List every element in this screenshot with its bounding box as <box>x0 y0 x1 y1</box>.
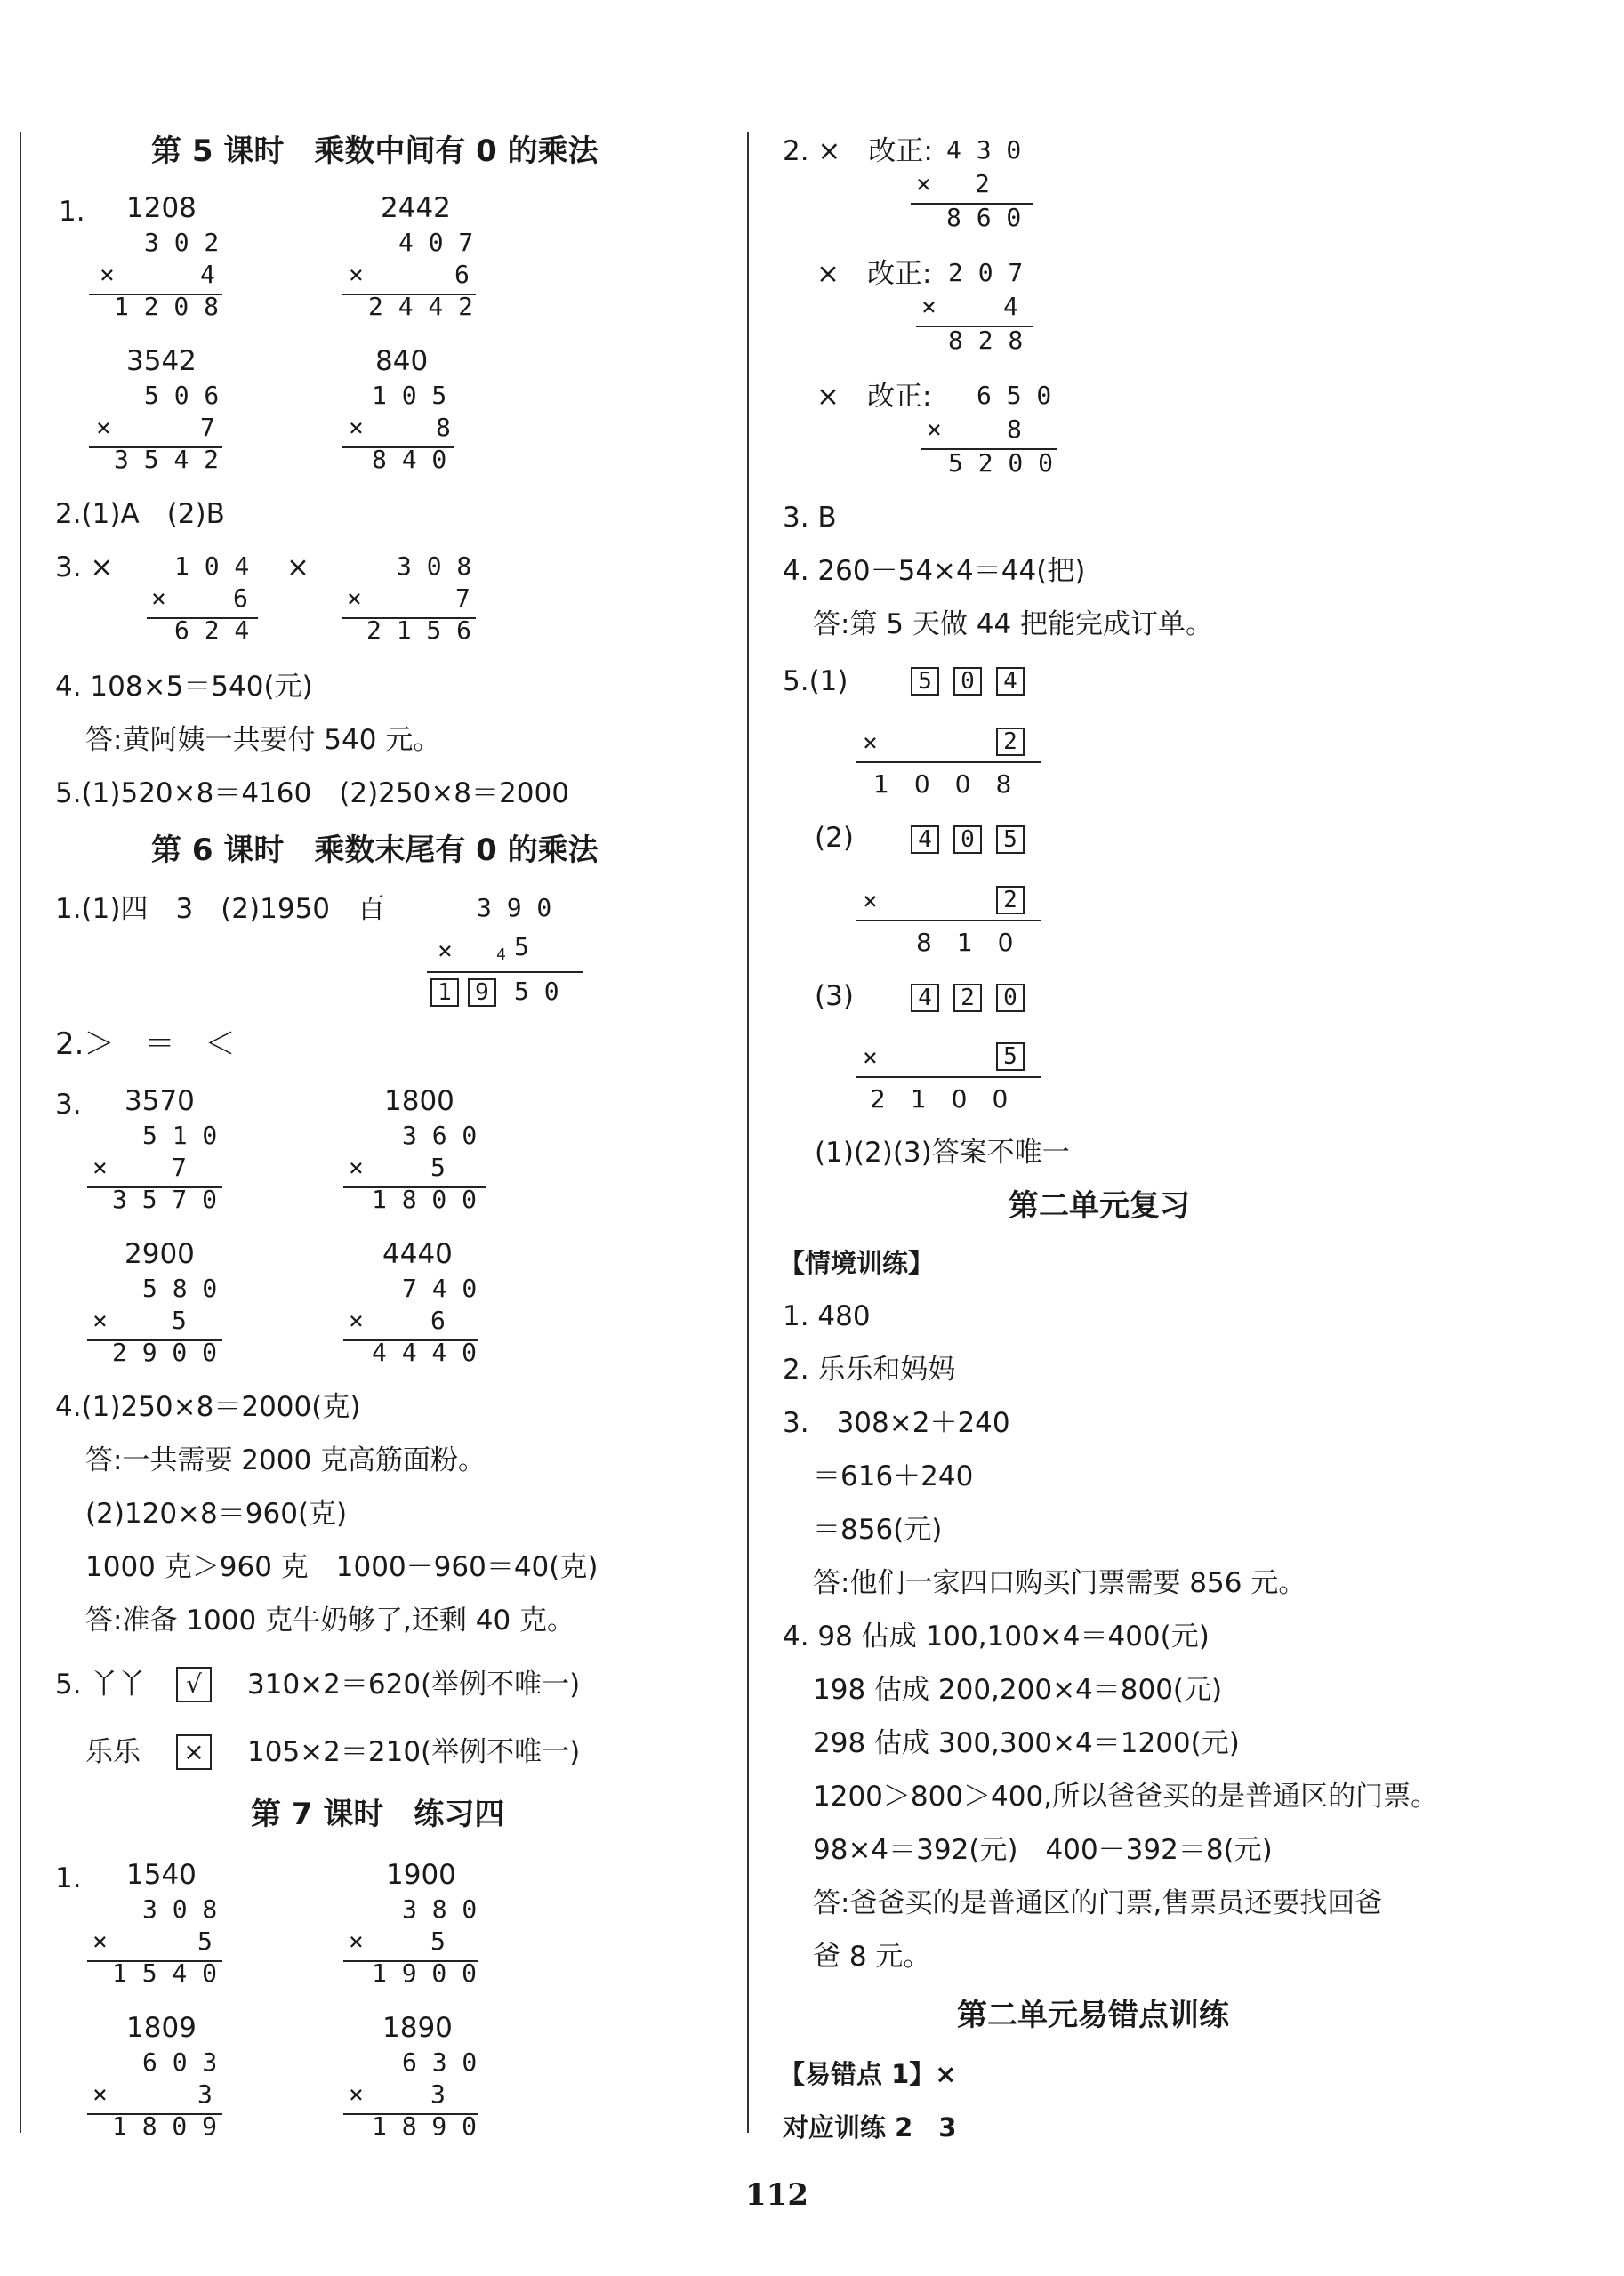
calc-top: 2 0 7 <box>948 258 1024 287</box>
calc-times: × <box>347 583 362 613</box>
r-q5-3-label: (3) <box>815 980 854 1012</box>
r-q5-2-label: (2) <box>815 822 854 854</box>
calc-product: 1 9 0 0 <box>372 1958 478 1988</box>
l6-q4-line2: 答:一共需要 2000 克高筋面粉。 <box>85 1444 486 1476</box>
digit-box: 2 <box>996 886 1025 914</box>
r-q5-1-label: 5.(1) <box>783 665 848 697</box>
calc-multiplier: 8 <box>436 413 451 442</box>
calc-product: 3 5 7 0 <box>112 1185 218 1214</box>
lesson-5-title: 第 5 课时 乘数中间有 0 的乘法 <box>151 133 599 169</box>
digit-box: 2 <box>996 728 1025 756</box>
q1-label: 1. <box>59 196 85 228</box>
r-q2-2-label: × 改正: <box>816 258 932 290</box>
calc-multiplier: 8 <box>1007 414 1022 444</box>
calc-top: 5 1 0 <box>142 1121 218 1150</box>
matching-training: 对应训练 2 3 <box>783 2112 957 2143</box>
calc-rule <box>856 1076 1041 1078</box>
calc-multiplier: 2 <box>975 169 990 198</box>
cross-mark-box: × <box>176 1734 212 1770</box>
l6-q3-label: 3. <box>55 1089 82 1121</box>
error-training-title: 第二单元易错点训练 <box>957 1998 1229 2033</box>
calc-times: × <box>92 1306 108 1335</box>
calc-top: 3 6 0 <box>402 1121 478 1150</box>
calc-top: 6 5 0 <box>977 381 1052 410</box>
calc-rule <box>856 920 1041 921</box>
l5-q5: 5.(1)520×8＝4160 (2)250×8＝2000 <box>55 777 569 809</box>
calc-multiplier: 3 <box>430 2079 446 2109</box>
review-q3-line3: ＝856(元) <box>813 1514 943 1546</box>
calc-product: 6 2 4 <box>174 615 250 645</box>
calc-times: × <box>927 414 942 444</box>
calc-times: × <box>92 1926 108 1956</box>
l5-q3-mark: × <box>286 551 310 583</box>
calc-product: 1 8 0 0 <box>372 1185 478 1214</box>
calc-result: 1540 <box>126 1859 197 1891</box>
calc-times: × <box>100 260 115 289</box>
calc-product: 1 0 0 8 <box>873 769 1012 799</box>
l5-q4: 4. 108×5＝540(元) <box>55 671 313 703</box>
left-margin-line <box>20 132 21 2133</box>
digit-box: 0 <box>953 667 982 696</box>
calc-top: 3 0 2 <box>144 228 220 257</box>
calc-multiplier: 4 <box>200 260 215 289</box>
calc-result: 1900 <box>386 1859 456 1891</box>
calc-result: 2900 <box>125 1238 195 1270</box>
calc-top: 7 4 0 <box>402 1274 478 1303</box>
calc-multiplier: 6 <box>454 260 470 289</box>
calc-times: × <box>349 1306 364 1335</box>
column-divider <box>747 132 749 2133</box>
calc-result: 840 <box>375 345 429 377</box>
l5-q3-label: 3. × <box>55 551 114 583</box>
calc-times: × <box>863 886 878 915</box>
calc-times: × <box>916 169 931 198</box>
calc-result: 2442 <box>381 192 451 224</box>
digit-box: 5 <box>996 825 1025 854</box>
review-q4-line1: 4. 98 估成 100,100×4＝400(元) <box>783 1621 1210 1653</box>
l5-q2: 2.(1)A (2)B <box>55 498 225 530</box>
calc-multiplier: 4 <box>1003 292 1018 321</box>
unit-review-title: 第二单元复习 <box>1009 1188 1190 1224</box>
error-point-1: 【易错点 1】× <box>779 2059 957 2089</box>
l6-q4-line1: 4.(1)250×8＝2000(克) <box>55 1391 361 1423</box>
calc-multiplier: 5 <box>197 1926 213 1956</box>
calc-rule <box>856 761 1041 763</box>
calc-times: × <box>349 1926 364 1956</box>
calc-top: 4 3 0 <box>946 135 1022 165</box>
l6-q5-yaya: 5. 丫丫 <box>55 1669 146 1701</box>
calc-times: × <box>92 2079 108 2109</box>
calc-multiplier: 5 <box>514 932 529 961</box>
digit-box: 5 <box>996 1042 1025 1071</box>
digit-box: 4 <box>911 984 939 1012</box>
l6-q4-line5: 答:准备 1000 克牛奶够了,还剩 40 克。 <box>85 1604 575 1637</box>
calc-times: × <box>349 413 364 442</box>
r-q4-answer: 答:第 5 天做 44 把能完成订单。 <box>813 608 1214 640</box>
calc-top: 5 8 0 <box>142 1274 218 1303</box>
calc-product: 2 1 5 6 <box>366 615 472 645</box>
calc-multiplier: 5 <box>430 1926 446 1956</box>
calc-multiplier: 7 <box>200 413 215 442</box>
calc-times: × <box>863 728 878 757</box>
calc-times: × <box>349 260 364 289</box>
calc-product: 8 4 0 <box>372 445 447 474</box>
calc-times: × <box>349 1153 364 1182</box>
calc-product: 1 8 9 0 <box>372 2111 478 2141</box>
calc-result: 1809 <box>126 2012 197 2044</box>
calc-product: 1 5 4 0 <box>112 1958 218 1988</box>
calc-top: 3 0 8 <box>142 1894 218 1924</box>
calc-result: 1800 <box>384 1085 454 1117</box>
review-q4-line2: 198 估成 200,200×4＝800(元) <box>813 1674 1223 1706</box>
review-q3-answer: 答:他们一家四口购买门票需要 856 元。 <box>813 1567 1306 1599</box>
carry-digit: 4 <box>496 945 506 964</box>
calc-times: × <box>438 936 453 965</box>
calc-top: 3 9 0 <box>477 893 552 922</box>
calc-times: × <box>863 1042 878 1072</box>
calc-product: 2 4 4 2 <box>368 292 474 321</box>
r-q4: 4. 260－54×4＝44(把) <box>783 555 1086 587</box>
review-q3-line2: ＝616＋240 <box>813 1460 974 1492</box>
l6-q1: 1.(1)四 3 (2)1950 百 <box>55 893 386 925</box>
digit-box: 0 <box>953 825 982 854</box>
calc-product: 2 9 0 0 <box>112 1338 218 1367</box>
review-q3-line1: 3. 308×2＋240 <box>783 1407 1010 1439</box>
answer-box: 9 <box>468 978 496 1007</box>
l5-q4-answer: 答:黄阿姨一共要付 540 元。 <box>85 724 441 756</box>
calc-times: × <box>151 583 166 613</box>
review-q4-answer-cont: 爸 8 元。 <box>813 1941 931 1973</box>
digit-box: 0 <box>996 984 1025 1012</box>
review-q4-answer: 答:爸爸买的是普通区的门票,售票员还要找回爸 <box>813 1887 1383 1919</box>
review-q4-line3: 298 估成 300,300×4＝1200(元) <box>813 1727 1240 1759</box>
lesson-6-title: 第 6 课时 乘数末尾有 0 的乘法 <box>151 832 599 868</box>
calc-result: 1890 <box>382 2012 453 2044</box>
calc-rule <box>427 971 583 973</box>
calc-multiplier: 5 <box>430 1153 446 1182</box>
calc-times: × <box>921 292 937 321</box>
l6-q4-line4: 1000 克＞960 克 1000－960＝40(克) <box>85 1551 599 1583</box>
digit-box: 5 <box>911 667 939 696</box>
r-q3: 3. B <box>783 502 837 534</box>
calc-product: 4 4 4 0 <box>372 1338 478 1367</box>
review-q4-line5: 98×4＝392(元) 400－392＝8(元) <box>813 1834 1273 1866</box>
calc-times: × <box>96 413 111 442</box>
l6-q4-line3: (2)120×8＝960(克) <box>85 1498 348 1530</box>
calc-product: 3 5 4 2 <box>114 445 220 474</box>
calc-multiplier: 6 <box>233 583 248 613</box>
r-q2-3-label: × 改正: <box>816 381 932 413</box>
calc-product: 8 2 8 <box>948 326 1024 355</box>
digit-box: 4 <box>911 825 939 854</box>
page-number: 112 <box>745 2177 808 2213</box>
scenario-training-heading: 【情境训练】 <box>779 1248 935 1278</box>
calc-multiplier: 5 <box>172 1306 187 1335</box>
calc-top: 4 0 7 <box>398 228 474 257</box>
calc-top: 5 0 6 <box>144 381 220 410</box>
calc-multiplier: 7 <box>455 583 470 613</box>
calc-result: 1208 <box>126 192 197 224</box>
r-q2-1-label: 2. × 改正: <box>783 135 933 167</box>
calc-product: 5 0 <box>514 977 559 1006</box>
l6-q5-yaya-example: 310×2＝620(举例不唯一) <box>247 1669 581 1701</box>
digit-box: 2 <box>953 984 982 1012</box>
calc-product: 1 2 0 8 <box>114 292 220 321</box>
calc-product: 8 1 0 <box>916 928 1014 957</box>
calc-top: 6 0 3 <box>142 2047 218 2077</box>
r-q5-note: (1)(2)(3)答案不唯一 <box>815 1137 1070 1169</box>
review-q2: 2. 乐乐和妈妈 <box>783 1354 956 1386</box>
l7-q1-label: 1. <box>55 1862 82 1894</box>
calc-top: 3 0 8 <box>397 551 472 581</box>
digit-box: 4 <box>996 667 1025 696</box>
calc-result: 4440 <box>382 1238 453 1270</box>
calc-product: 1 8 0 9 <box>112 2111 218 2141</box>
calc-multiplier: 6 <box>430 1306 446 1335</box>
lesson-7-title: 第 7 课时 练习四 <box>251 1797 505 1832</box>
calc-multiplier: 3 <box>197 2079 213 2109</box>
calc-product: 2 1 0 0 <box>870 1084 1009 1114</box>
answer-box: 1 <box>430 978 459 1007</box>
calc-top: 3 8 0 <box>402 1894 478 1924</box>
calc-result: 3542 <box>126 345 197 377</box>
calc-multiplier: 7 <box>172 1153 187 1182</box>
calc-product: 8 6 0 <box>946 203 1022 232</box>
calc-product: 5 2 0 0 <box>948 448 1054 478</box>
calc-top: 6 3 0 <box>402 2047 478 2077</box>
review-q1: 1. 480 <box>783 1300 871 1332</box>
l6-q5-lele: 乐乐 <box>85 1736 141 1768</box>
calc-times: × <box>92 1153 108 1182</box>
calc-times: × <box>349 2079 364 2109</box>
review-q4-line4: 1200＞800＞400,所以爸爸买的是普通区的门票。 <box>813 1781 1439 1813</box>
check-mark-box: √ <box>176 1667 212 1702</box>
calc-result: 3570 <box>125 1085 195 1117</box>
l6-q5-lele-example: 105×2＝210(举例不唯一) <box>247 1736 581 1768</box>
l6-q2: 2.＞ ＝ ＜ <box>55 1026 236 1062</box>
calc-top: 1 0 5 <box>372 381 447 410</box>
calc-top: 1 0 4 <box>174 551 250 581</box>
